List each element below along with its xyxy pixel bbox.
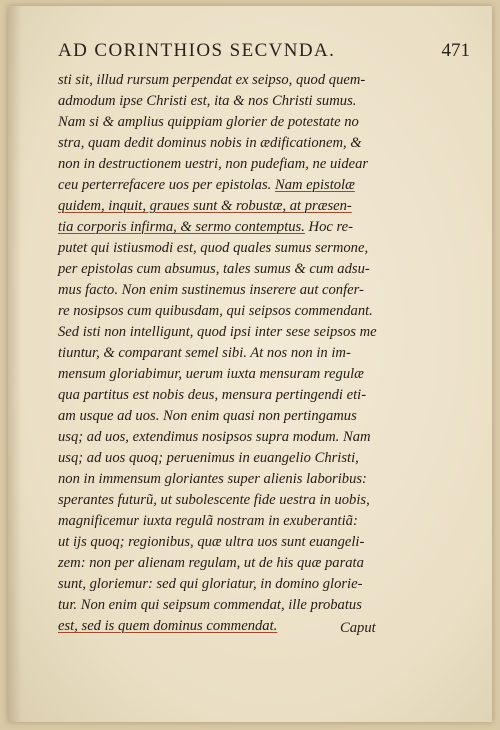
underlined-phrase: tia corporis infirma, & sermo contemptus. (58, 219, 305, 235)
page-gutter-shadow (8, 6, 22, 722)
text-line: usq; ad uos quoq; peruenimus in euangelio Christi, (58, 450, 359, 466)
underlined-line: est, sed is quem dominus commendat. (58, 618, 278, 634)
text-line (58, 217, 428, 238)
running-title: AD CORINTHIOS SECVNDA. (58, 40, 336, 61)
text-line: qua partitus est nobis deus, mensura pertingendi eti- (58, 387, 367, 403)
text-line: Sed isti non intelligunt, quod ipsi inter sese seipsos me (58, 324, 377, 340)
text-line: non in immensum gloriantes super alienis laboribus: (58, 471, 367, 487)
running-head (58, 40, 470, 66)
text-block (58, 70, 428, 637)
text-line: sunt, gloriemur: sed qui gloriatur, in domino glorie- (58, 576, 363, 592)
text-line: re nosipsos cum quibusdam, qui seipsos commendant. (58, 303, 373, 319)
text-line: admodum ipse Christi est, ita & nos Christi sumus. (58, 93, 357, 109)
text-line: mensum gloriabimur, uerum iuxta mensuram regulæ (58, 366, 364, 382)
text-line: non in destructionem uestri, non pudefiam, ne uidear (58, 156, 369, 172)
text-line: sti sit, illud rursum perpendat ex seipso, quod quem- (58, 72, 366, 88)
text-line: tiuntur, & comparant semel sibi. At nos non in im- (58, 345, 351, 361)
text-line: tur. Non enim qui seipsum commendat, ille probatus (58, 597, 362, 613)
page-number: 471 (441, 40, 470, 61)
text-line: magnificemur iuxta regulã nostram in exuberantiã: (58, 513, 358, 529)
text-line: sperantes futurũ, ut subolescente fide uestra in uobis, (58, 492, 370, 508)
text-line: stra, quam dedit dominus nobis in ædificationem, & (58, 135, 362, 151)
catchword: Caput (340, 620, 376, 636)
text-line: usq; ad uos, extendimus nosipsos supra modum. Nam (58, 429, 371, 445)
text-line (58, 175, 428, 196)
text-line: putet qui istiusmodi est, quod quales sumus sermone, (58, 240, 369, 256)
text-line: per epistolas cum absumus, tales sumus & cum adsu- (58, 261, 370, 277)
text-line: ut ijs quoq; regionibus, quæ ultra uos sunt euangeli- (58, 534, 365, 550)
text-line: zem: non per alienam regulam, ut de his quæ parata (58, 555, 364, 571)
text-segment: Hoc re- (308, 219, 353, 235)
underlined-phrase: Nam epistolæ (274, 177, 355, 193)
text-segment: ceu perterrefacere uos per epistolas. (58, 177, 272, 193)
text-line: Nam si & amplius quippiam glorier de potestate no (58, 114, 359, 130)
text-line: mus facto. Non enim sustinemus inserere aut confer- (58, 282, 364, 298)
text-line: am usque ad uos. Non enim quasi non pertingamus (58, 408, 357, 424)
underlined-line: quidem, inquit, graues sunt & robustæ, at præsen- (58, 198, 352, 214)
